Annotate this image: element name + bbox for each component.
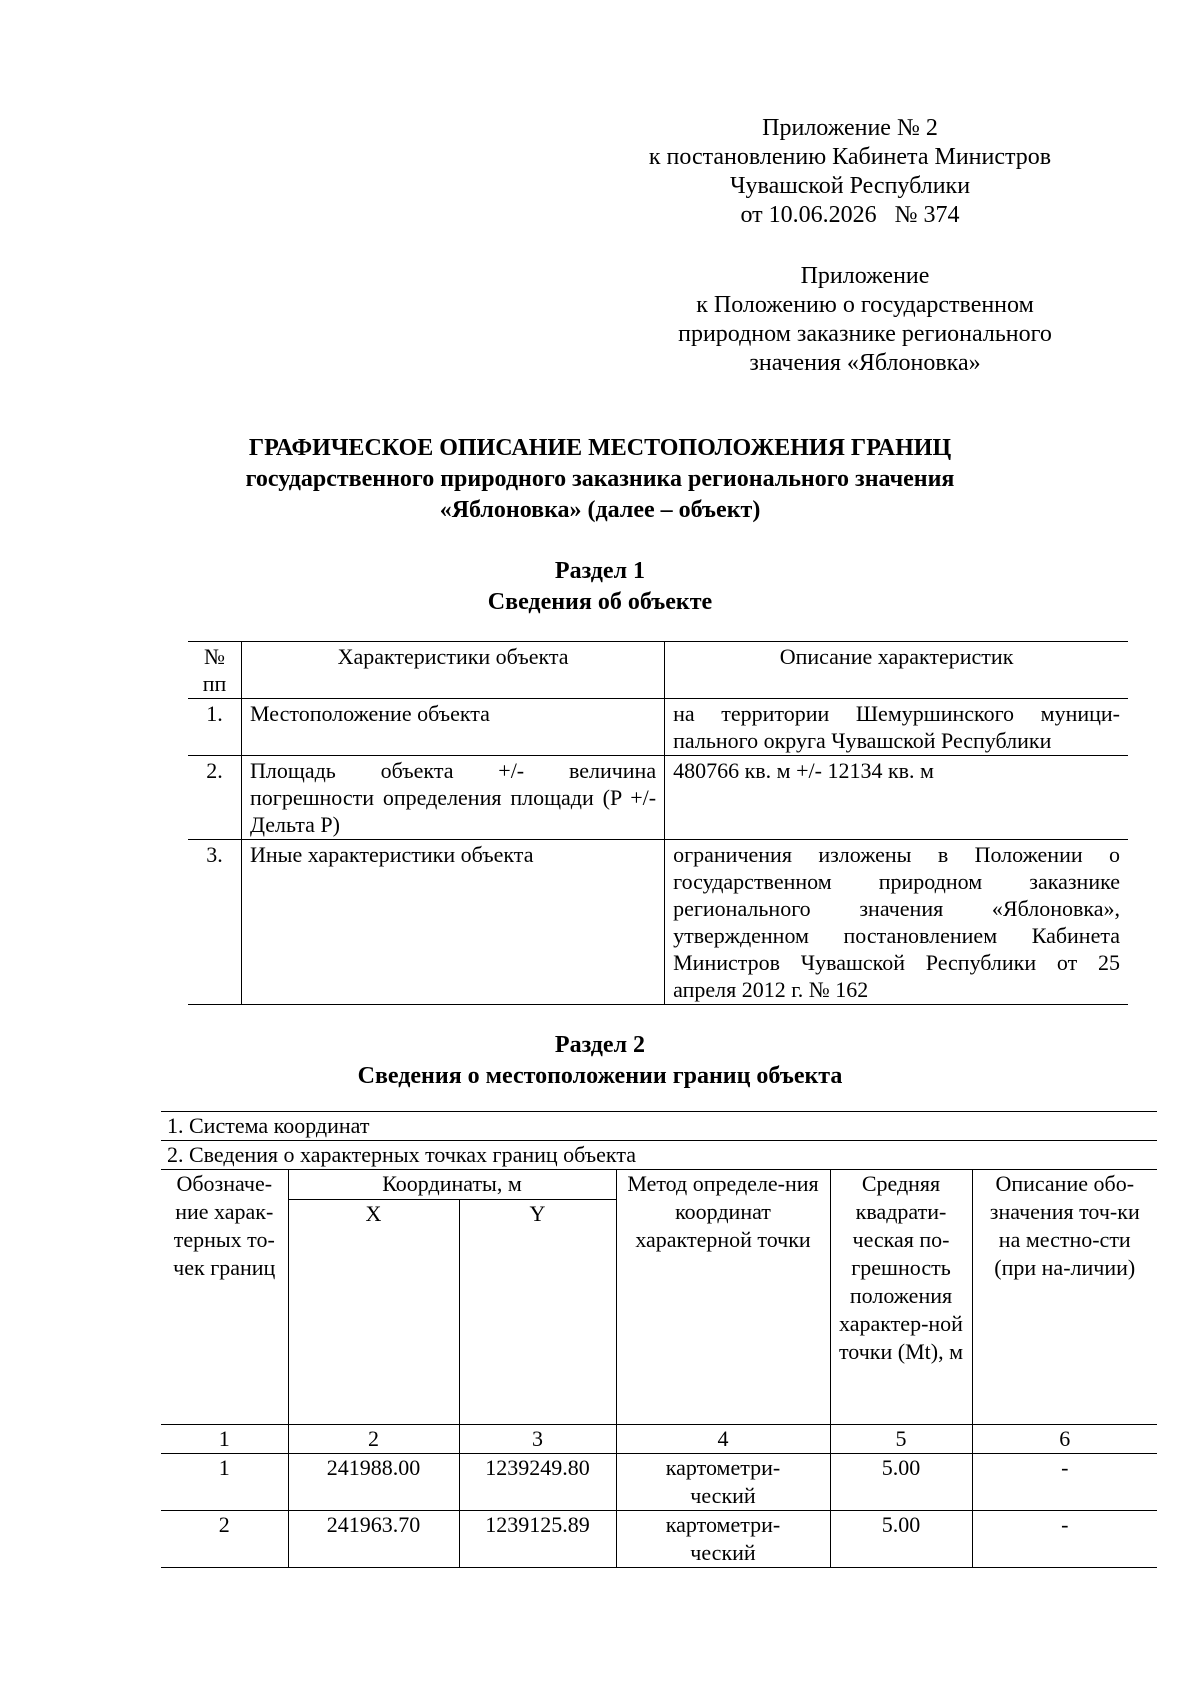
object-info-table	[188, 641, 1128, 1005]
header-num: № пп	[188, 642, 242, 699]
row-number: 2.	[188, 756, 242, 840]
header-characteristic: Характеристики объекта	[242, 642, 665, 699]
table-row	[188, 756, 1128, 840]
table-row	[161, 1454, 1157, 1511]
section1-heading	[180, 556, 1020, 618]
appendix-main-block	[620, 114, 1080, 230]
appendix-main-line: от 10.06.2026 № 374	[740, 202, 960, 228]
section-title: Сведения о местоположении границ объекта	[357, 1063, 843, 1089]
point-x: 241988.00	[288, 1454, 459, 1511]
table-row	[161, 1511, 1157, 1568]
header-y: Y	[459, 1200, 616, 1425]
header-accuracy-symbol: (Mt), м	[897, 1339, 964, 1364]
appendix-sub-line: Приложение	[800, 263, 930, 289]
table-row	[188, 699, 1128, 756]
row-description: ограничения изложены в Положении о государственном природном заказнике регионального значения «Яблоновка», утвержденном постановлением Кабинета Министров Чувашской Республики от 25 апреля 2012 г. № 162	[665, 840, 1128, 1005]
appendix-sub-line: природном заказнике регионального	[678, 321, 1052, 347]
title-line: государственного природного заказника регионального значения	[245, 466, 955, 492]
column-number: 3	[459, 1425, 616, 1454]
point-accuracy: 5.00	[830, 1511, 972, 1568]
header-method: Метод определе-ния координат характерной точки	[616, 1170, 830, 1425]
header-description: Описание характеристик	[665, 642, 1128, 699]
point-method: картометри-ческий	[616, 1511, 830, 1568]
column-number: 6	[972, 1425, 1157, 1454]
appendix-sub-line: к Положению о государственном	[696, 292, 1034, 318]
table-row	[188, 840, 1128, 1005]
column-number: 2	[288, 1425, 459, 1454]
row-number: 3.	[188, 840, 242, 1005]
point-accuracy: 5.00	[830, 1454, 972, 1511]
column-number: 1	[161, 1425, 288, 1454]
section-number: Раздел 2	[554, 1032, 646, 1058]
appendix-sub-block	[655, 262, 1075, 378]
row-description: на территории Шемуршинского муници-пального округа Чувашской Республики	[665, 699, 1128, 756]
header-accuracy	[830, 1170, 972, 1425]
section-title: Сведения об объекте	[487, 589, 713, 615]
column-numbers-row	[161, 1425, 1157, 1454]
point-id: 1	[161, 1454, 288, 1511]
points-info-row	[161, 1141, 1157, 1170]
row-characteristic: Местоположение объекта	[242, 699, 665, 756]
appendix-sub-line: значения «Яблоновка»	[749, 350, 981, 376]
table-header-row	[161, 1170, 1157, 1200]
title-line: «Яблоновка» (далее – объект)	[439, 497, 761, 523]
title-line: ГРАФИЧЕСКОЕ ОПИСАНИЕ МЕСТОПОЛОЖЕНИЯ ГРАНИЦ	[248, 435, 952, 461]
point-id: 2	[161, 1511, 288, 1568]
row-number: 1.	[188, 699, 242, 756]
header-designation: Обозначе-ние харак-терных то-чек границ	[161, 1170, 288, 1425]
point-y: 1239125.89	[459, 1511, 616, 1568]
coord-system-row	[161, 1112, 1157, 1141]
coord-system-label: 1. Система координат	[161, 1112, 1157, 1141]
row-characteristic: Иные характеристики объекта	[242, 840, 665, 1005]
table-header-row	[188, 642, 1128, 699]
section-number: Раздел 1	[554, 558, 646, 584]
header-point-description: Описание обо-значения точ-ки на местно-сти (при на-личии)	[972, 1170, 1157, 1425]
header-x: X	[288, 1200, 459, 1425]
row-characteristic: Площадь объекта +/- величина погрешности определения площади (P +/- Дельта P)	[242, 756, 665, 840]
section2-heading	[180, 1030, 1020, 1092]
appendix-main-line: Чувашской Республики	[729, 173, 971, 199]
column-number: 5	[830, 1425, 972, 1454]
row-description: 480766 кв. м +/- 12134 кв. м	[665, 756, 1128, 840]
point-description: -	[972, 1454, 1157, 1511]
appendix-main-line: Приложение № 2	[762, 115, 938, 141]
header-coordinates: Координаты, м	[288, 1170, 616, 1200]
point-y: 1239249.80	[459, 1454, 616, 1511]
point-description: -	[972, 1511, 1157, 1568]
boundary-points-table	[161, 1111, 1157, 1568]
point-method: картометри-ческий	[616, 1454, 830, 1511]
column-number: 4	[616, 1425, 830, 1454]
point-x: 241963.70	[288, 1511, 459, 1568]
header-accuracy-text: Средняя квадрати-ческая по-грешность положения характер-ной точки	[838, 1171, 963, 1364]
appendix-main-line: к постановлению Кабинета Министров	[648, 144, 1052, 170]
points-info-label: 2. Сведения о характерных точках границ объекта	[161, 1141, 1157, 1170]
document-title	[180, 433, 1020, 526]
